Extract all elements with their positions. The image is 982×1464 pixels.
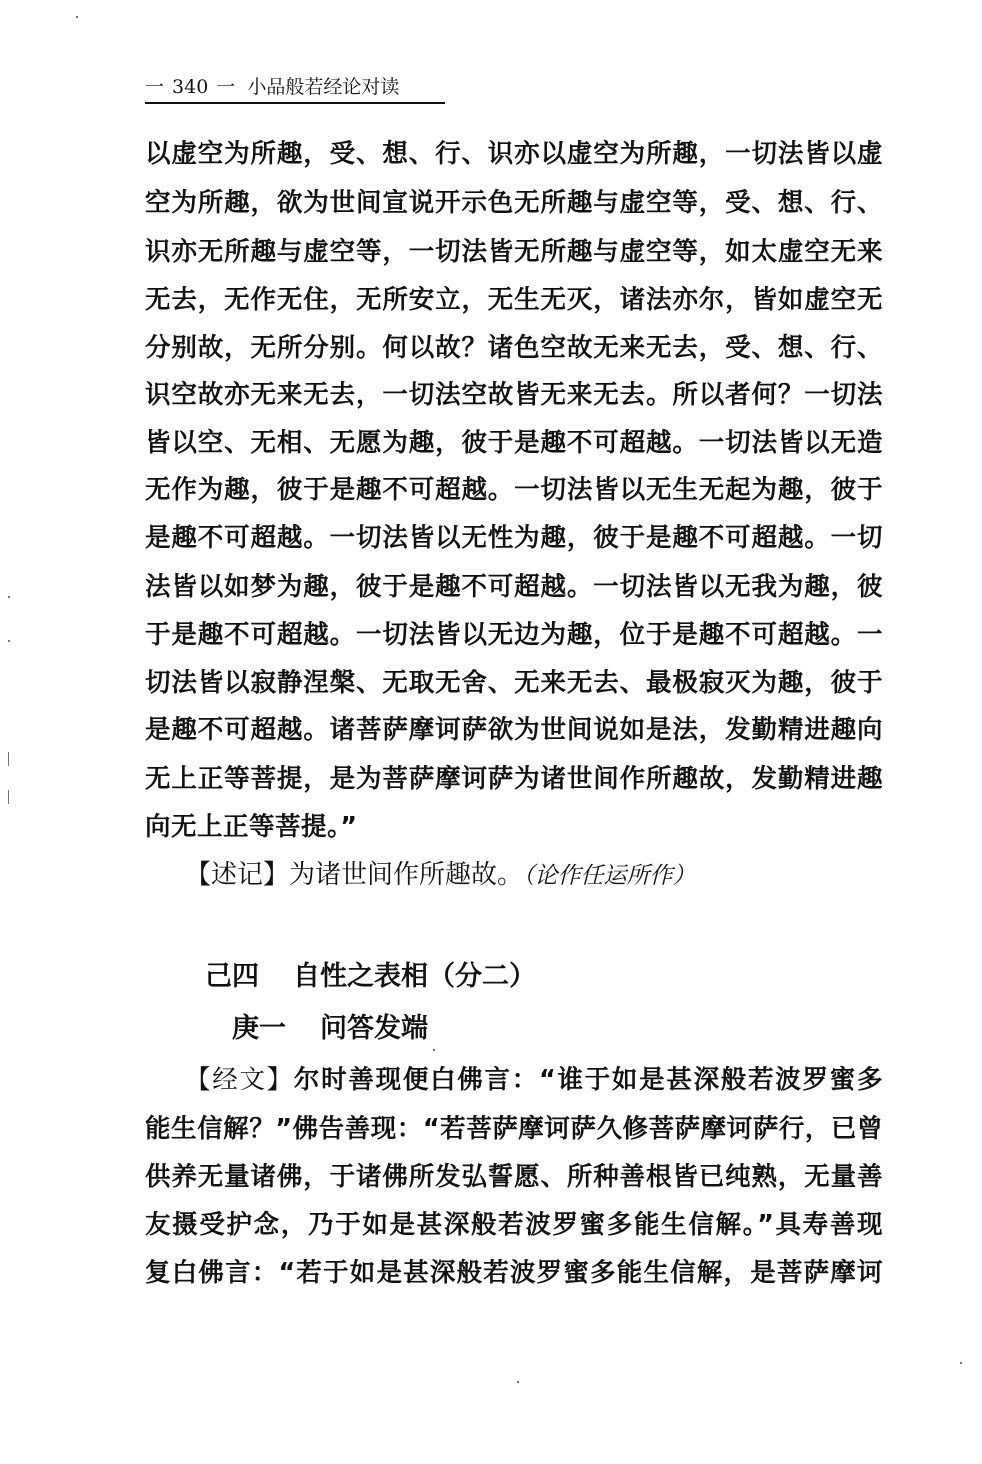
body-line: 识亦无所趣与虚空等，一切法皆无所趣与虚空等，如太虚空无来 <box>145 237 883 267</box>
body-line: 无作为趣，彼于是趣不可超越。一切法皆以无生无起为趣，彼于 <box>145 475 883 505</box>
header-dash-right: 一 <box>216 76 236 98</box>
scan-speck <box>960 1362 962 1364</box>
body-line: 于是趣不可超越。一切法皆以无边为趣，位于是趣不可超越。一 <box>145 620 883 650</box>
section-number: 己四 <box>205 961 259 992</box>
body-line: 切法皆以寂静涅槃、无取无舍、无来无去、最极寂灭为趣，彼于 <box>145 668 883 698</box>
body-line: 皆以空、无相、无愿为趣，彼于是趣不可超越。一切法皆以无造 <box>145 428 883 458</box>
scan-speck <box>76 16 78 18</box>
sutra-line: 复白佛言：“若于如是甚深般若波罗蜜多能生信解，是菩萨摩诃 <box>145 1258 883 1288</box>
sutra-first-line <box>185 1063 883 1097</box>
subsection-title: 问答发端 <box>320 1013 428 1044</box>
subsection-heading <box>232 1012 428 1046</box>
body-line: 向无上正等菩提。” <box>145 812 358 842</box>
body-line: 法皆以如梦为趣，彼于是趣不可超越。一切法皆以无我为趣，彼 <box>145 572 883 602</box>
body-line: 是趣不可超越。一切法皆以无性为趣，彼于是趣不可超越。一切 <box>145 523 883 553</box>
running-header <box>145 72 445 104</box>
body-line: 识空故亦无来无去，一切法空故皆无来无去。所以者何？一切法 <box>145 380 883 410</box>
book-title: 小品般若经论对读 <box>247 76 400 98</box>
commentary-line <box>185 858 696 893</box>
sutra-first-text: 尔时善现便白佛言：“谁于如是甚深般若波罗蜜多 <box>293 1065 883 1095</box>
sutra-label: 【经文】 <box>185 1065 294 1095</box>
body-line: 是趣不可超越。诸菩萨摩诃萨欲为世间说如是法，发勤精进趣向 <box>145 715 883 745</box>
page-number: 340 <box>172 76 209 98</box>
scan-speck <box>8 790 9 804</box>
sutra-line: 友摄受护念，乃于如是甚深般若波罗蜜多能生信解。”具寿善现 <box>145 1210 883 1240</box>
scan-speck <box>517 1381 519 1383</box>
scan-speck <box>433 1049 435 1051</box>
subsection-number: 庚一 <box>232 1013 286 1044</box>
commentary-text: 为诸世间作所趣故。 <box>289 860 524 890</box>
body-line: 分别故，无所分别。何以故？诸色空故无来无去，受、想、行、 <box>145 333 883 363</box>
body-line: 无上正等菩提，是为菩萨摩诃萨为诸世间作所趣故，发勤精进趣 <box>145 764 883 794</box>
commentary-note: （论作任运所作） <box>523 863 696 889</box>
scan-speck <box>8 640 10 642</box>
commentary-label: 【述记】 <box>185 860 290 890</box>
sutra-line: 能生信解？”佛告善现：“若菩萨摩诃萨久修菩萨摩诃萨行，已曾 <box>145 1114 883 1144</box>
scan-speck <box>8 752 9 766</box>
sutra-line: 供养无量诸佛，于诸佛所发弘誓愿、所种善根皆已纯熟，无量善 <box>145 1162 883 1192</box>
body-line: 无去，无作无住，无所安立，无生无灭，诸法亦尔，皆如虚空无 <box>145 285 883 315</box>
section-title: 自性之表相（分二） <box>293 961 536 992</box>
body-line: 空为所趣，欲为世间宣说开示色无所趣与虚空等，受、想、行、 <box>145 188 883 218</box>
scan-speck <box>8 596 10 598</box>
section-heading <box>205 960 536 994</box>
body-line: 以虚空为所趣，受、想、行、识亦以虚空为所趣，一切法皆以虚 <box>145 139 883 169</box>
header-dash-left: 一 <box>145 76 165 98</box>
